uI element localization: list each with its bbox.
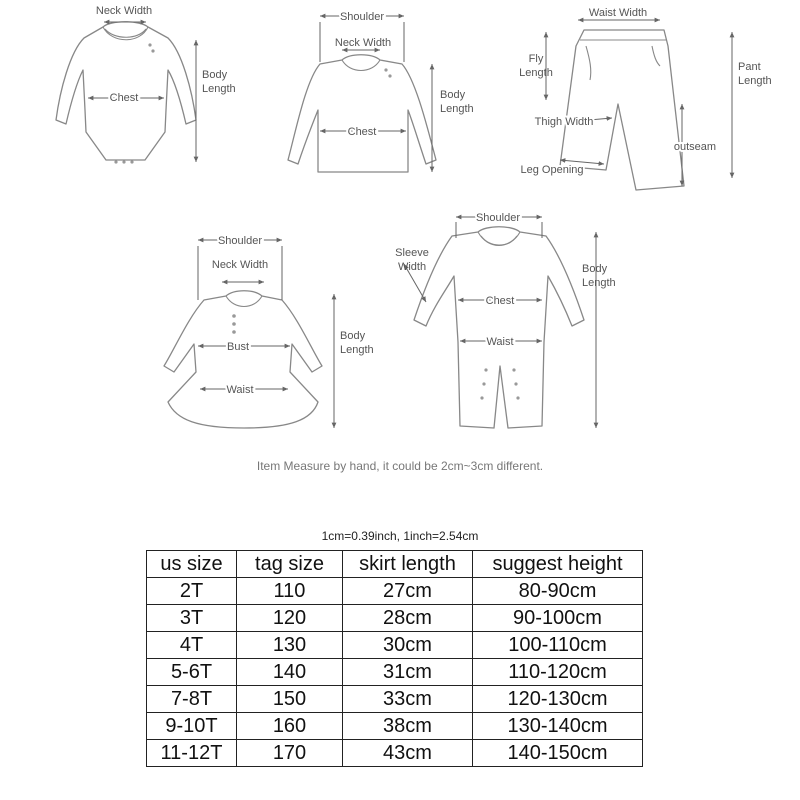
dress-diagram (164, 235, 374, 428)
pants-fly-label: Fly (528, 53, 544, 65)
header-suggest-height: suggest height (473, 551, 643, 578)
table-row (147, 740, 643, 767)
pants-length-label: Length (738, 75, 772, 87)
cell-skirt-length: 43cm (343, 740, 473, 767)
shirt-neck-width-label: Neck Width (334, 37, 392, 49)
shirt-body-label: Body (440, 89, 466, 101)
cell-us-size: 5-6T (147, 659, 237, 686)
bodysuit-neck-width-label: Neck Width (95, 5, 153, 17)
table-row (147, 686, 643, 713)
dress-neck-width-label: Neck Width (211, 259, 269, 271)
table-row (147, 659, 643, 686)
cell-tag-size: 160 (237, 713, 343, 740)
bodysuit-diagram (56, 5, 236, 164)
cell-skirt-length: 33cm (343, 686, 473, 713)
cell-tag-size: 130 (237, 632, 343, 659)
table-header-row (147, 551, 643, 578)
cell-us-size: 3T (147, 605, 237, 632)
romper-length-label: Length (582, 277, 616, 289)
cell-skirt-length: 27cm (343, 578, 473, 605)
table-row (147, 578, 643, 605)
bodysuit-length-label: Length (202, 83, 236, 95)
table-row (147, 605, 643, 632)
cell-suggest-height: 120-130cm (473, 686, 643, 713)
romper-diagram (395, 212, 615, 428)
table-row (147, 632, 643, 659)
measurement-note: Item Measure by hand, it could be 2cm~3cm different. (256, 459, 544, 473)
pants-leg-opening-label: Leg Opening (520, 164, 584, 176)
cell-tag-size: 150 (237, 686, 343, 713)
pants-pant-label: Pant (738, 61, 761, 73)
header-tag-size: tag size (237, 551, 343, 578)
bodysuit-body-label: Body (202, 69, 228, 81)
cell-tag-size: 140 (237, 659, 343, 686)
cell-us-size: 4T (147, 632, 237, 659)
romper-body-label: Body (582, 263, 608, 275)
cell-tag-size: 110 (237, 578, 343, 605)
shirt-length-label: Length (440, 103, 474, 115)
cell-us-size: 11-12T (147, 740, 237, 767)
romper-sleeve-label: Sleeve (395, 247, 429, 259)
cell-suggest-height: 90-100cm (473, 605, 643, 632)
bodysuit-chest-label: Chest (109, 92, 139, 104)
cell-us-size: 2T (147, 578, 237, 605)
cell-skirt-length: 38cm (343, 713, 473, 740)
cell-skirt-length: 30cm (343, 632, 473, 659)
cell-tag-size: 170 (237, 740, 343, 767)
cell-suggest-height: 140-150cm (473, 740, 643, 767)
dress-bust-label: Bust (226, 341, 250, 353)
cell-us-size: 7-8T (147, 686, 237, 713)
romper-width-label: Width (397, 261, 427, 273)
header-skirt-length: skirt length (343, 551, 473, 578)
shirt-chest-label: Chest (347, 126, 377, 138)
cell-skirt-length: 28cm (343, 605, 473, 632)
table-row (147, 713, 643, 740)
cell-us-size: 9-10T (147, 713, 237, 740)
pants-fly-length-label: Length (519, 67, 553, 79)
dress-shoulder-label: Shoulder (217, 235, 263, 247)
cell-suggest-height: 130-140cm (473, 713, 643, 740)
cell-skirt-length: 31cm (343, 659, 473, 686)
pants-waist-width-label: Waist Width (588, 7, 648, 19)
pants-outseam-label: outseam (673, 141, 717, 153)
pants-thigh-width-label: Thigh Width (534, 116, 594, 128)
unit-conversion: 1cm=0.39inch, 1inch=2.54cm (321, 529, 479, 543)
cell-suggest-height: 110-120cm (473, 659, 643, 686)
cell-suggest-height: 80-90cm (473, 578, 643, 605)
dress-length-label: Length (340, 344, 374, 356)
size-chart-table (146, 550, 643, 767)
cell-tag-size: 120 (237, 605, 343, 632)
shirt-diagram (288, 11, 474, 172)
cell-suggest-height: 100-110cm (473, 632, 643, 659)
dress-body-label: Body (340, 330, 366, 342)
romper-chest-label: Chest (485, 295, 515, 307)
romper-shoulder-label: Shoulder (475, 212, 521, 224)
pants-diagram (519, 7, 771, 190)
shirt-shoulder-label: Shoulder (339, 11, 385, 23)
dress-waist-label: Waist (226, 384, 254, 396)
romper-waist-label: Waist (486, 336, 514, 348)
header-us-size: us size (147, 551, 237, 578)
